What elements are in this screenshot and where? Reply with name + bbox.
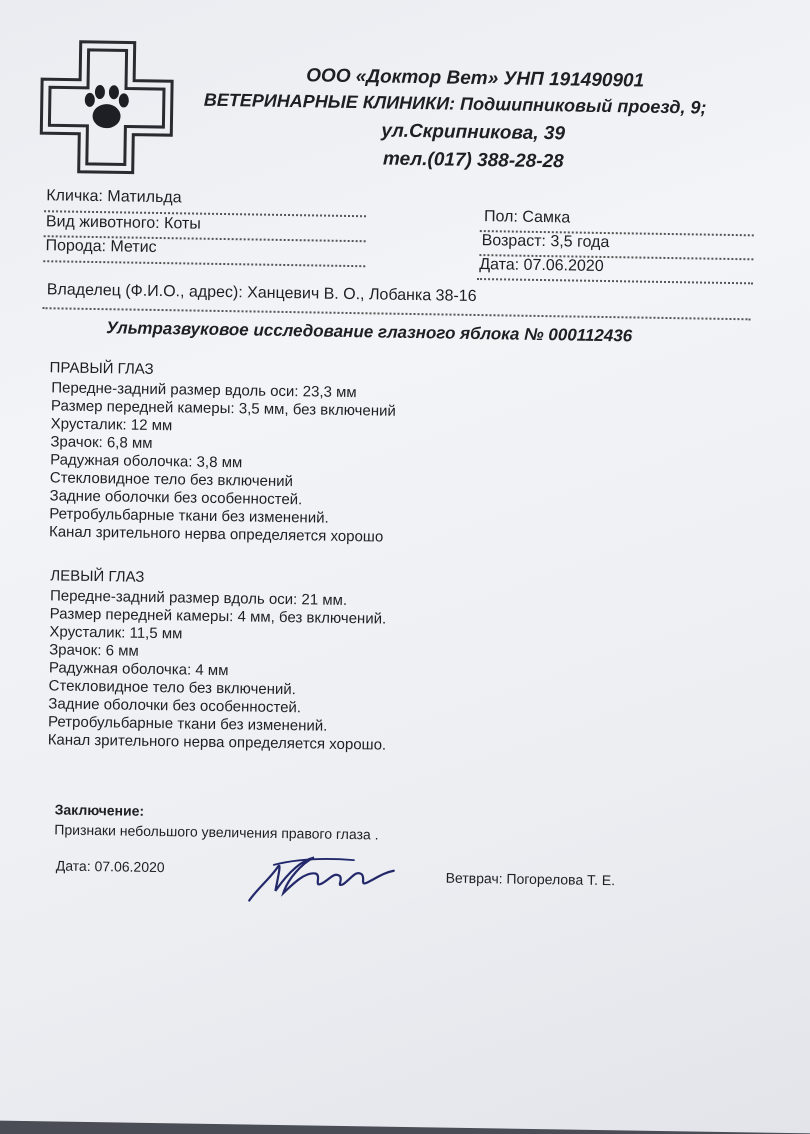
patient-species: Вид животного: Коты [45, 213, 201, 233]
document-title: Ультразвуковое исследование глазного яблока № 000112436 [106, 318, 633, 346]
header-line-phone: тел.(017) 388-28-28 [382, 148, 564, 173]
finding-line: Стекловидное тело без включений [49, 469, 294, 491]
left-eye-findings [48, 587, 389, 754]
header-line-street: ул.Скрипникова, 39 [381, 120, 566, 145]
header-line-clinics: ВЕТЕРИНАРНЫЕ КЛИНИКИ: Подшипниковый проезд, 9; [203, 89, 707, 118]
divider [477, 278, 753, 284]
patient-sex: Пол: Самка [483, 208, 571, 227]
finding-line: Размер передней камеры: 3,5 мм, без включений [50, 397, 396, 420]
finding-line: Стекловидное тело без включений. [48, 677, 297, 699]
conclusion-heading: Заключение: [54, 801, 145, 819]
divider [43, 260, 365, 267]
owner-info: Владелец (Ф.И.О., адрес): Ханцевич В. О., Лобанка 38-16 [46, 281, 477, 305]
finding-line: Зрачок: 6,8 мм [50, 433, 153, 452]
finding-line: Задние оболочки без особенностей. [49, 487, 303, 509]
patient-name: Кличка: Матильда [46, 187, 182, 207]
visit-date: Дата: 07.06.2020 [479, 256, 604, 275]
signature-date: Дата: 07.06.2020 [55, 857, 165, 876]
finding-line: Канал зрительного нерва определяется хорошо [48, 523, 384, 546]
finding-line: Хрусталик: 11,5 мм [49, 623, 183, 643]
finding-line: Размер передней камеры: 4 мм, без включений. [49, 605, 387, 628]
conclusion-text: Признаки небольшого увеличения правого глаза . [54, 821, 379, 843]
right-eye-heading: ПРАВЫЙ ГЛАЗ [49, 359, 154, 378]
patient-age: Возраст: 3,5 года [481, 232, 610, 252]
signature-mark [243, 848, 414, 911]
left-eye-heading: ЛЕВЫЙ ГЛАЗ [50, 567, 145, 586]
finding-line: Радужная оболочка: 3,8 мм [50, 451, 243, 472]
finding-line: Задние оболочки без особенностей. [48, 695, 302, 717]
finding-line: Передне-задний размер вдоль оси: 23,3 мм [51, 379, 357, 402]
header-line-company: ООО «Доктор Вет» УНП 191490901 [306, 65, 645, 92]
finding-line: Передне-задний размер вдоль оси: 21 мм. [49, 587, 348, 610]
finding-line: Ретробульбарные ткани без изменений. [49, 505, 329, 527]
patient-breed: Порода: Метис [45, 237, 157, 256]
finding-line: Ретробульбарные ткани без изменений. [47, 713, 328, 735]
finding-line: Хрусталик: 12 мм [50, 415, 173, 435]
finding-line: Зрачок: 6 мм [49, 641, 139, 660]
finding-line: Канал зрительного нерва определяется хорошо. [47, 731, 387, 754]
finding-line: Радужная оболочка: 4 мм [48, 659, 229, 680]
right-eye-findings [49, 379, 396, 546]
clinic-logo-cross-paw-icon [39, 39, 175, 175]
veterinarian-signature-label: Ветврач: Погорелова Т. Е. [445, 869, 616, 889]
